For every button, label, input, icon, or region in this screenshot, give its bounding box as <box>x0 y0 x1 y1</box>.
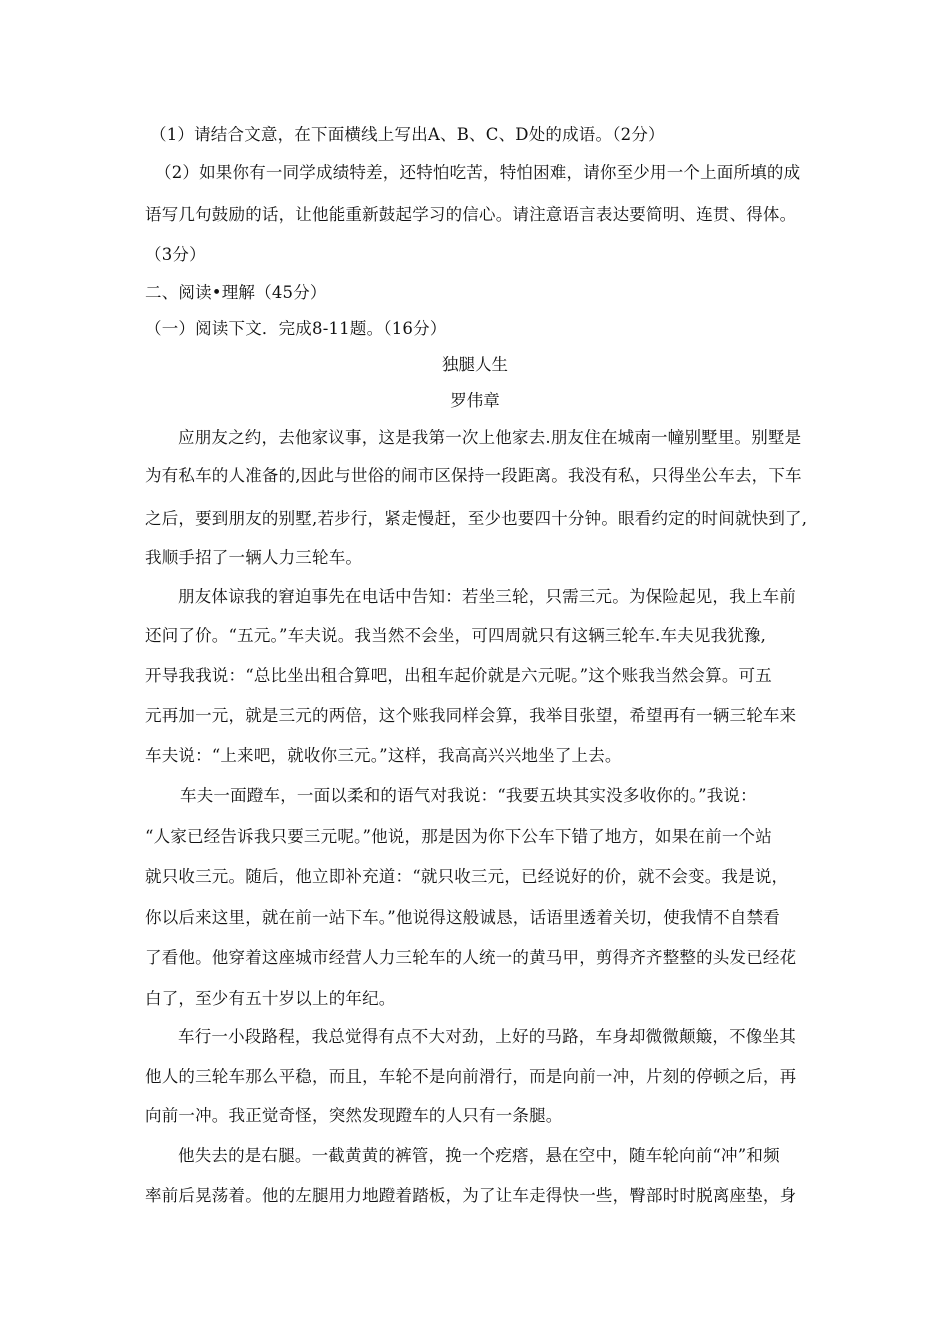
paragraph-2-line-4: 元再加一元，就是三元的两倍，这个账我同样会算，我举目张望，希望再有一辆三轮车来 <box>145 706 797 725</box>
question-2-line-2: 语写几句鼓励的话，让他能重新鼓起学习的信心。请注意语言表达要简明、连贯、得体。 <box>145 205 797 224</box>
paragraph-1-line-3: 之后，要到朋友的别墅,若步行，紧走慢赶，至少也要四十分钟。眼看约定的时间就快到了, <box>145 509 808 528</box>
paragraph-2-line-2: 还问了价。“五元。”车夫说。我当然不会坐，可四周就只有这辆三轮车.车夫见我犹豫, <box>145 626 767 645</box>
question-2-score: （3分） <box>145 245 206 264</box>
paragraph-3-line-2: “人家已经告诉我只要三元呢。”他说，那是因为你下公车下错了地方，如果在前一个站 <box>145 827 772 846</box>
paragraph-2-line-5: 车夫说：“上来吧，就收你三元。”这样，我高高兴兴地坐了上去。 <box>145 746 622 765</box>
paragraph-4-line-2: 他人的三轮车那么平稳，而且，车轮不是向前滑行，而是向前一冲，片刻的停顿之后，再 <box>145 1067 797 1086</box>
paragraph-1-line-2: 为有私车的人准备的,因此与世俗的闹市区保持一段距离。我没有私，只得坐公车去，下车 <box>145 466 802 485</box>
paragraph-5-line-1: 他失去的是右腿。一截黄黄的裤管，挽一个疙瘩，悬在空中，随车轮向前“冲”和频 <box>178 1146 780 1165</box>
paragraph-2-line-1: 朋友体谅我的窘迫事先在电话中告知：若坐三轮，只需三元。为保险起见，我上车前 <box>178 587 796 606</box>
question-1: （1）请结合文意，在下面横线上写出A、B、C、D处的成语。（2分） <box>150 125 665 144</box>
paragraph-3-line-3: 就只收三元。随后，他立即补充道：“就只收三元，已经说好的价，就不会变。我是说， <box>145 867 789 886</box>
paragraph-4-line-3: 向前一冲。我正觉奇怪，突然发现蹬车的人只有一条腿。 <box>145 1106 563 1125</box>
article-author: 罗伟章 <box>450 391 500 410</box>
section-heading: 二、阅读•理解（45分） <box>145 283 327 302</box>
paragraph-1-line-4: 我顺手招了一辆人力三轮车。 <box>145 548 363 567</box>
paragraph-2-line-3: 开导我我说：“总比坐出租合算吧，出租车起价就是六元呢。”这个账我当然会算。可五 <box>145 666 772 685</box>
paragraph-3-line-4: 你以后来这里，就在前一站下车。”他说得这般诚恳，话语里透着关切，使我情不自禁看 <box>145 908 780 927</box>
paragraph-3-line-1: 车夫一面蹬车，一面以柔和的语气对我说：“我要五块其实没多收你的。”我说： <box>180 786 757 805</box>
paragraph-5-line-2: 率前后晃荡着。他的左腿用力地蹬着踏板，为了让车走得快一些，臀部时时脱离座垫，身 <box>145 1186 797 1205</box>
paragraph-3-line-6: 白了，至少有五十岁以上的年纪。 <box>145 989 396 1008</box>
paragraph-3-line-5: 了看他。他穿着这座城市经营人力三轮车的人统一的黄马甲，剪得齐齐整整的头发已经花 <box>145 948 797 967</box>
paragraph-1-line-1: 应朋友之约，去他家议事，这是我第一次上他家去.朋友住在城南一幢别墅里。别墅是 <box>178 428 802 447</box>
question-2-line-1: （2）如果你有一同学成绩特差，还特怕吃苦，特怕困难，请你至少用一个上面所填的成 <box>155 163 801 182</box>
paragraph-4-line-1: 车行一小段路程，我总觉得有点不大对劲，上好的马路，车身却微微颠簸，不像坐其 <box>178 1027 796 1046</box>
subsection-heading: （一）阅读下文．完成8-11题。（16分） <box>145 319 447 338</box>
article-title: 独腿人生 <box>442 355 508 374</box>
